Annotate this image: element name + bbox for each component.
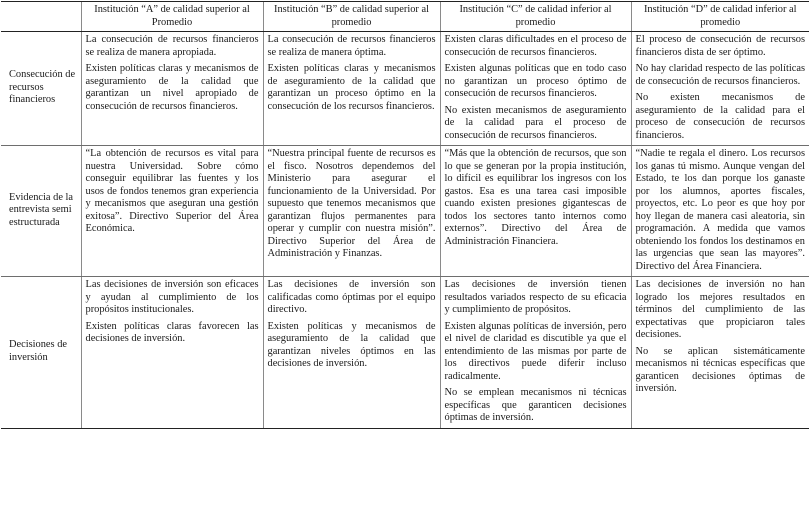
header-institution-c: Institución “C” de calidad inferior al promedio: [440, 2, 631, 32]
header-row: [1, 2, 809, 32]
header-institution-d: Institución “D” de calidad inferior al promedio: [631, 2, 809, 32]
cell-paragraph: Existen políticas y mecanismos de aseguramiento de la calidad que garantizan niveles óptimos en las decisiones de inversión.: [267, 320, 436, 369]
cell-paragraph: Existen algunas políticas que en todo caso no garantizan un proceso óptimo de consecución de recursos financieros.: [444, 63, 627, 99]
cell-b: [263, 277, 440, 429]
comparison-table: [1, 1, 809, 429]
row-label: Decisiones de inversión: [1, 277, 81, 429]
row-label: Consecución de recursos financieros: [1, 32, 81, 146]
interview-quote: “Nuestra principal fuente de recursos es el fisco. Nosotros dependemos del Ministerio para asegurar el funcionamiento de la Universidad. Por supuesto que tenemos mecanismos que garantizan flujos permanentes para operar y cumplir con nuestra misión”. Directivo Superior del Área de Administración y Finanzas.: [267, 148, 436, 259]
cell-paragraph: No se emplean mecanismos ni técnicas específicas que garanticen decisiones óptimas de inversión.: [444, 387, 627, 423]
interview-quote: “La obtención de recursos es vital para nuestra Universidad. Sobre cómo conseguir equilibrar las fuentes y los usos de fondos tenemos gran experiencia y mecanismos que aseguran una gestión exitosa”. Directivo Superior del Área Económica.: [85, 148, 259, 234]
cell-b: [263, 146, 440, 277]
header-corner: [1, 2, 81, 32]
cell-c: [440, 277, 631, 429]
interview-quote: “Más que la obtención de recursos, que son lo que se generan por la propia institución, lo difícil es equilibrar los ingresos con los gastos. Esa es una tarea casi imposible cuando existen presiones gigantescas de todos los sectores tanto internos como externos”. Directivo del Área de Administración Financiera.: [444, 148, 627, 247]
cell-c: [440, 32, 631, 146]
cell-paragraph: Las decisiones de inversión no han logrado los mejores resultados en términos del cumplimiento de las expectativas que propiciaron tales decisiones.: [635, 279, 805, 340]
interview-quote: “Nadie te regala el dinero. Los recursos los ganas tú mismo. Aunque vengan del Estado, te los dan porque los ganaste por los alumnos, aportes fiscales, proyectos, etc. Lo peor es que hoy por hoy llegan de manera casi aleatoria, sin programación. A medida que vamos obteniendo los fondos los destinamos en las urgencias que sean las mayores”. Directivo del Área Financiera.: [635, 148, 805, 272]
cell-paragraph: No se aplican sistemáticamente mecanismos ni técnicas específicas que garanticen decisiones óptimas de inversión.: [635, 345, 805, 394]
row-evidencia: [1, 146, 809, 277]
cell-paragraph: No existen mecanismos de aseguramiento de la calidad para el proceso de consecución de recursos financieros.: [635, 92, 805, 141]
cell-paragraph: No existen mecanismos de aseguramiento de la calidad para el proceso de consecución de recursos financieros.: [444, 104, 627, 141]
cell-paragraph: El proceso de consecución de recursos financieros dista de ser óptimo.: [635, 34, 805, 58]
header-institution-b: Institución “B” de calidad superior al promedio: [263, 2, 440, 32]
cell-paragraph: Existen claras dificultades en el proceso de consecución de recursos financieros.: [444, 34, 627, 58]
header-institution-a: Institución “A” de calidad superior al Promedio: [81, 2, 263, 32]
cell-paragraph: Existen políticas claras y mecanismos de aseguramiento de la calidad que garantizan un proceso óptimo en la consecución de los recursos financieros.: [267, 63, 436, 112]
cell-d: [631, 277, 809, 429]
cell-paragraph: La consecución de recursos financieros se realiza de manera óptima.: [267, 34, 436, 58]
row-label: Evidencia de la entrevista semi estructurada: [1, 146, 81, 277]
cell-c: [440, 146, 631, 277]
cell-paragraph: Existen algunas políticas de inversión, pero el nivel de claridad es discutible ya que el entendimiento de las mismas por parte de los directivos puede diferir incluso radicalmente.: [444, 320, 627, 382]
cell-a: [81, 146, 263, 277]
cell-paragraph: Existen políticas claras favorecen las decisiones de inversión.: [85, 320, 259, 344]
cell-d: [631, 146, 809, 277]
row-decisiones: [1, 277, 809, 429]
row-consecucion: [1, 32, 809, 146]
cell-paragraph: No hay claridad respecto de las políticas de consecución de recursos financieros.: [635, 63, 805, 87]
cell-paragraph: Las decisiones de inversión tienen resultados variados respecto de su eficacia y cumplimiento de propósitos.: [444, 279, 627, 315]
cell-paragraph: Las decisiones de inversión son eficaces y ayudan al cumplimiento de los propósitos institucionales.: [85, 279, 259, 315]
cell-a: [81, 277, 263, 429]
cell-paragraph: La consecución de recursos financieros se realiza de manera apropiada.: [85, 34, 259, 58]
cell-a: [81, 32, 263, 146]
cell-b: [263, 32, 440, 146]
cell-paragraph: Las decisiones de inversión son calificadas como óptimas por el equipo directivo.: [267, 279, 436, 315]
cell-paragraph: Existen políticas claras y mecanismos de aseguramiento de la calidad que garantizan un nivel apropiado de consecución de recursos financieros.: [85, 63, 259, 112]
cell-d: [631, 32, 809, 146]
